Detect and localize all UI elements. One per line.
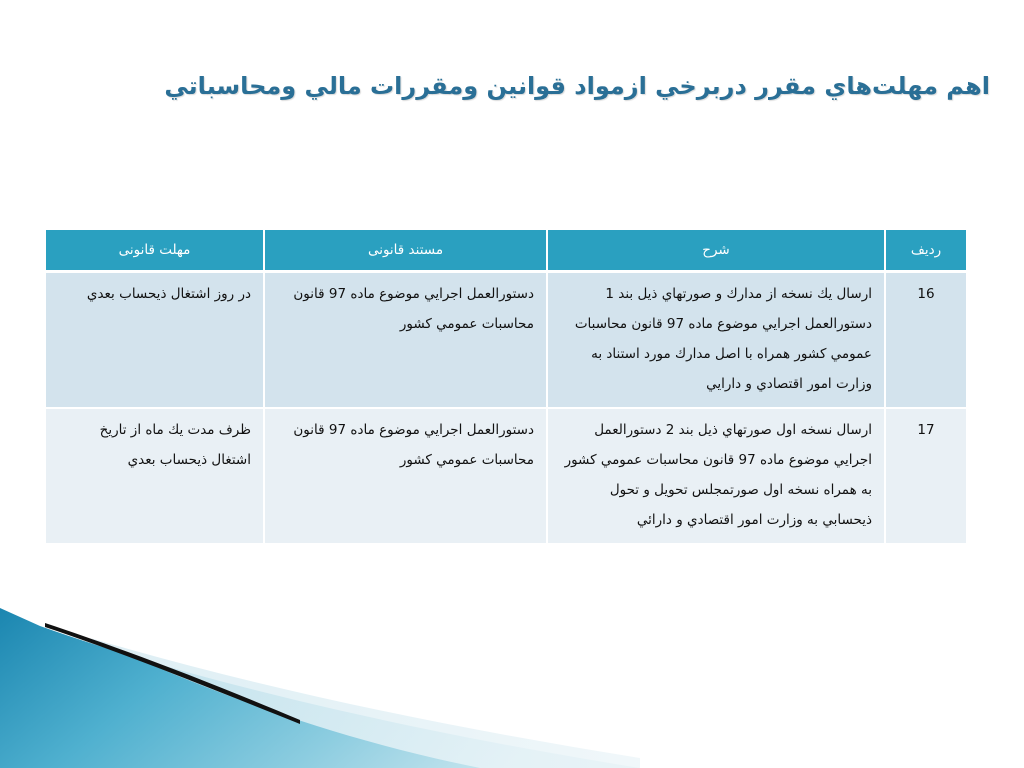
row-number: 16 <box>885 272 967 409</box>
header-legal-deadline: مهلت قانونی <box>45 230 264 272</box>
table-row <box>45 408 967 544</box>
row-description: ارسال يك نسخه از مدارك و صورتهاي ذيل بند 1 دستورالعمل اجرايي موضوع ماده 97 قانون محاسبات عمومي كشور همراه با اصل مدارك مورد استناد به وزارت امور اقتصادي و دارايي <box>547 272 885 409</box>
table-header-row <box>45 230 967 272</box>
row-legal-deadline: در روز اشتغال ذيحساب بعدي <box>45 272 264 409</box>
deadlines-table <box>44 230 968 545</box>
row-number: 17 <box>885 408 967 544</box>
row-description: ارسال نسخه اول صورتهاي ذيل بند 2 دستورالعمل اجرايي موضوع ماده 97 قانون محاسبات عمومي كشور به همراه نسخه اول صورتمجلس تحويل و تحول ذيحسابي به وزارت امور اقتصادي و دارائي <box>547 408 885 544</box>
table-row <box>45 272 967 409</box>
header-description: شرح <box>547 230 885 272</box>
slide-title: اهم مهلت‌هاي مقرر دربرخي ازمواد قوانين ومقررات مالي ومحاسباتي <box>164 72 990 100</box>
row-legal-document: دستورالعمل اجرايي موضوع ماده 97 قانون محاسبات عمومي كشور <box>264 408 547 544</box>
row-legal-deadline: ظرف مدت يك ماه از تاريخ اشتغال ذيحساب بعدي <box>45 408 264 544</box>
header-row-no: رديف <box>885 230 967 272</box>
decorative-wave-graphic <box>0 608 1024 768</box>
header-legal-document: مستند قانونی <box>264 230 547 272</box>
row-legal-document: دستورالعمل اجرايي موضوع ماده 97 قانون محاسبات عمومي كشور <box>264 272 547 409</box>
